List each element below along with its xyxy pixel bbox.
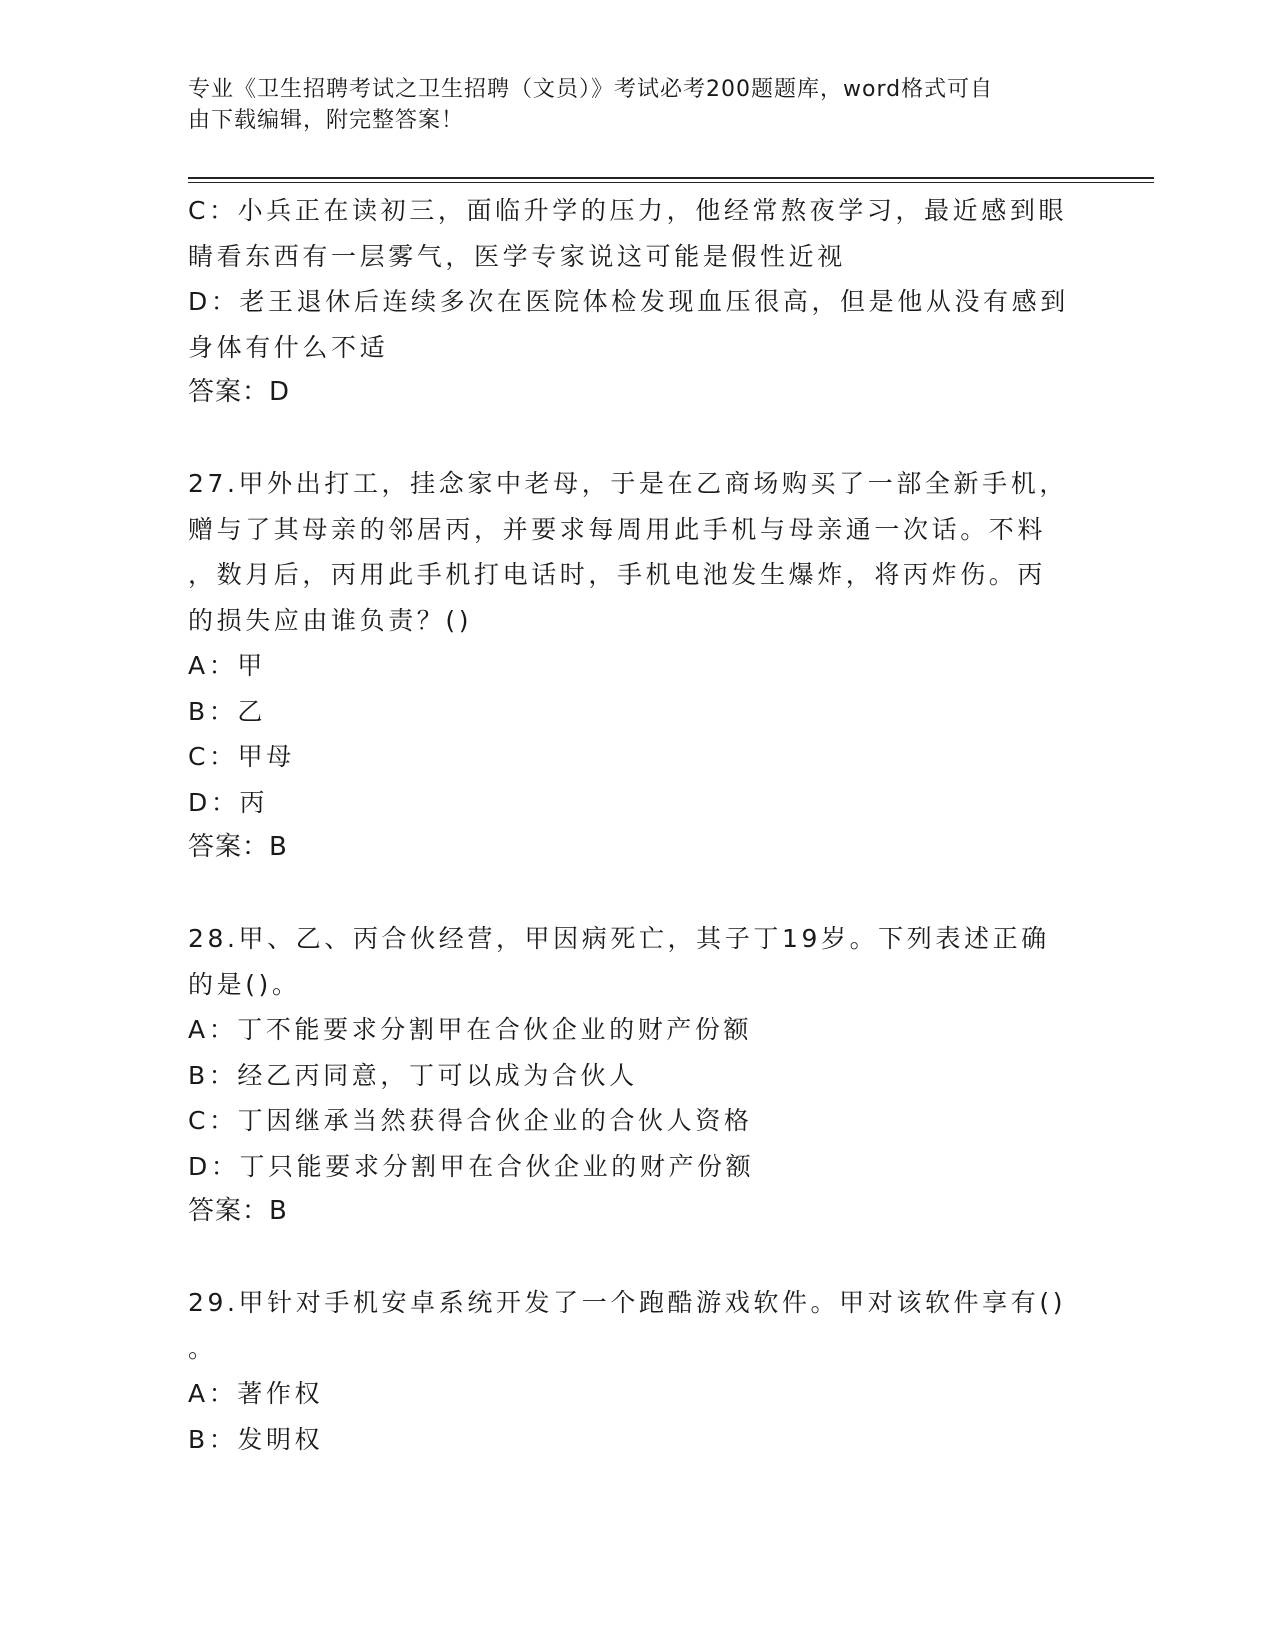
q29-stem-line-1: 29.甲针对手机安卓系统开发了一个跑酷游戏软件。甲对该软件享有() [188,1288,1067,1317]
header-divider-thick [188,177,1154,179]
q26-option-c-line-1: C：小兵正在读初三，面临升学的压力，他经常熬夜学习，最近感到眼 [188,196,1068,225]
page-header [188,74,1068,136]
q26-option-d-line-2: 身体有什么不适 [188,332,389,362]
question-29 [188,1280,1088,1462]
question-27 [188,461,1088,871]
header-line-1: 专业《卫生招聘考试之卫生招聘（文员）》考试必考200题题库，word格式可自 [188,77,994,102]
q28-stem-line-2: 的是()。 [188,969,301,999]
header-line-2: 由下载编辑，附完整答案！ [188,108,465,133]
question-28 [188,916,1088,1235]
q29-option-a: A：著作权 [188,1379,324,1408]
q26-answer: 答案：D [188,377,291,407]
spacer [188,416,1088,462]
q29-option-b: B：发明权 [188,1424,324,1454]
q27-option-c: C：甲母 [188,742,295,771]
q26-option-c-line-2: 睛看东西有一层雾气，医学专家说这可能是假性近视 [188,241,846,271]
q27-answer: 答案：B [188,832,288,862]
q27-stem-line-3: ，数月后，丙用此手机打电话时，手机电池发生爆炸，将丙炸伤。丙 [188,560,1047,589]
q28-option-b: B：经乙丙同意，丁可以成为合伙人 [188,1060,638,1090]
q27-stem-line-2: 赠与了其母亲的邻居丙，并要求每周用此手机与母亲通一次话。不料 [188,514,1047,544]
q27-option-d: D：丙 [188,787,269,817]
q28-option-d: D：丁只能要求分割甲在合伙企业的财产份额 [188,1151,755,1181]
q29-stem-line-2: 。 [188,1333,217,1363]
q28-stem-line-1: 28.甲、乙、丙合伙经营，甲因病死亡，其子丁19岁。下列表述正确 [188,924,1050,953]
q27-stem-line-4: 的损失应由谁负责？() [188,605,473,635]
q28-answer: 答案：B [188,1196,288,1226]
header-divider-thin [188,182,1154,183]
q28-option-c: C：丁因继承当然获得合伙企业的合伙人资格 [188,1106,753,1135]
q27-stem-line-1: 27.甲外出打工，挂念家中老母，于是在乙商场购买了一部全新手机， [188,469,1068,498]
question-26 [188,188,1088,416]
q28-option-a: A：丁不能要求分割甲在合伙企业的财产份额 [188,1015,753,1044]
question-content [188,188,1088,1462]
q27-option-a: A：甲 [188,651,266,680]
q27-option-b: B：乙 [188,696,266,726]
q26-option-d-line-1: D：老王退休后连续多次在医院体检发现血压很高，但是他从没有感到 [188,287,1069,316]
spacer [188,871,1088,917]
spacer [188,1235,1088,1281]
